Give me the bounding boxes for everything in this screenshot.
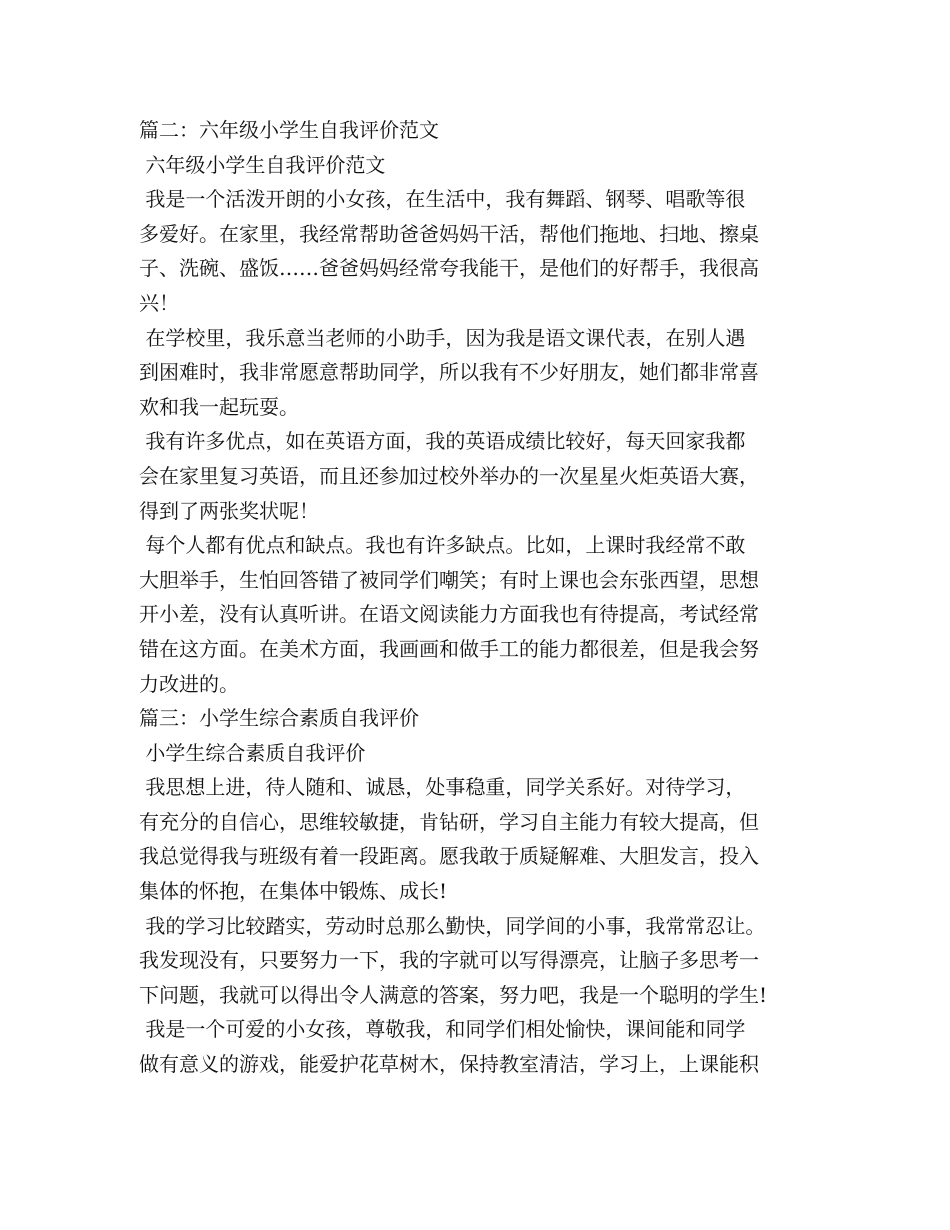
paragraph-line: 力改进的。 — [139, 671, 239, 696]
paragraph-line: 有充分的自信心，思维较敏捷，肯钻研，学习自主能力有较大提高，但 — [139, 809, 759, 834]
paragraph-line: 子、洗碗、盛饭……爸爸妈妈经常夸我能干，是他们的好帮手，我很高 — [139, 256, 759, 281]
section-heading: 篇二：六年级小学生自我评价范文 — [139, 118, 439, 142]
paragraph-line: 我总觉得我与班级有着一段距离。愿我敢于质疑解难、大胆发言，投入 — [139, 844, 759, 869]
paragraph-line: 我发现没有，只要努力一下，我的字就可以写得漂亮，让脑子多思考一 — [139, 948, 759, 973]
paragraph-line: 我是一个活泼开朗的小女孩，在生活中，我有舞蹈、钢琴、唱歌等很 — [139, 187, 746, 212]
paragraph-line: 集体的怀抱，在集体中锻炼、成长! — [139, 879, 448, 904]
paragraph-line: 我有许多优点，如在英语方面，我的英语成绩比较好，每天回家我都 — [139, 429, 746, 454]
paragraph-line: 我思想上进，待人随和、诚恳，处事稳重，同学关系好。对待学习， — [139, 775, 746, 800]
document-body — [139, 113, 839, 1082]
article-title: 小学生综合素质自我评价 — [139, 740, 366, 765]
paragraph-line: 错在这方面。在美术方面，我画画和做手工的能力都很差，但是我会努 — [139, 636, 759, 661]
paragraph-line: 下问题，我就可以得出令人满意的答案，努力吧，我是一个聪明的学生! — [139, 982, 768, 1007]
paragraph-line: 我的学习比较踏实，劳动时总那么勤快，同学间的小事，我常常忍让。 — [139, 913, 766, 938]
paragraph-line: 欢和我一起玩耍。 — [139, 394, 299, 419]
section-heading: 篇三：小学生综合素质自我评价 — [139, 706, 419, 731]
paragraph-line: 在学校里，我乐意当老师的小助手，因为我是语文课代表，在别人遇 — [139, 325, 746, 350]
paragraph-line: 开小差，没有认真听讲。在语文阅读能力方面我也有待提高，考试经常 — [139, 602, 759, 627]
article-title: 六年级小学生自我评价范文 — [139, 152, 386, 177]
paragraph-line: 兴！ — [139, 290, 179, 315]
paragraph-line: 会在家里复习英语，而且还参加过校外举办的一次星星火炬英语大赛， — [139, 463, 759, 488]
paragraph-line: 大胆举手，生怕回答错了被同学们嘲笑；有时上课也会东张西望，思想 — [139, 567, 759, 592]
paragraph-line: 到困难时，我非常愿意帮助同学，所以我有不少好朋友，她们都非常喜 — [139, 360, 759, 385]
paragraph-line: 得到了两张奖状呢！ — [139, 498, 319, 523]
paragraph-line: 做有意义的游戏，能爱护花草树木，保持教室清洁，学习上，上课能积 — [139, 1052, 759, 1077]
paragraph-line: 我是一个可爱的小女孩，尊敬我，和同学们相处愉快，课间能和同学 — [139, 1017, 746, 1042]
paragraph-line: 每个人都有优点和缺点。我也有许多缺点。比如，上课时我经常不敢 — [139, 533, 746, 558]
paragraph-line: 多爱好。在家里，我经常帮助爸爸妈妈干活，帮他们拖地、扫地、擦桌 — [139, 221, 759, 246]
